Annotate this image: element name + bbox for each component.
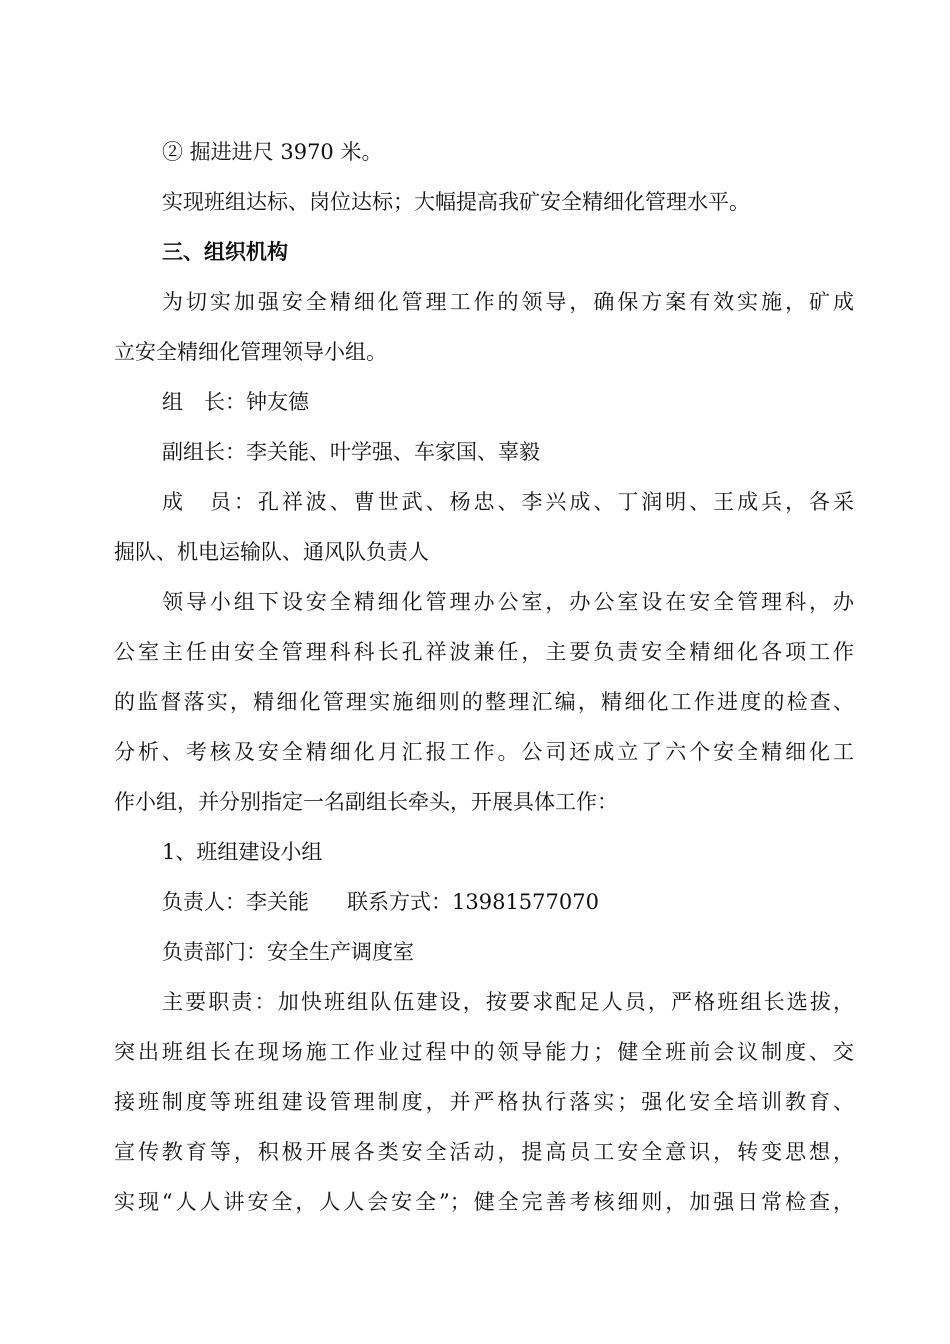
paragraph-line: 为切实加强安全精细化管理工作的领导，确保方案有效实施，矿成 — [162, 290, 854, 314]
duties-line: 宣传教育等，积极开展各类安全活动，提高员工安全意识，转变思想， — [114, 1140, 854, 1164]
responsible-person: 负责人：李关能 — [162, 890, 309, 914]
paragraph-line: 的监督落实，精细化管理实施细则的整理汇编，精细化工作进度的检查、 — [114, 690, 854, 714]
paragraph-line: 公室主任由安全管理科科长孔祥波兼任，主要负责安全精细化各项工作 — [114, 640, 854, 664]
paragraph-progress-line: ② 掘进进尺 3970 米。 — [162, 140, 383, 164]
group-heading: 1、班组建设小组 — [162, 840, 323, 864]
paragraph-line: 作小组，并分别指定一名副组长牵头，开展具体工作： — [114, 790, 618, 814]
duties-line: 接班制度等班组建设管理制度，并严格执行落实；强化安全培训教育、 — [114, 1090, 854, 1114]
duties-line: 突出班组长在现场施工作业过程中的领导能力；健全班前会议制度、交 — [114, 1040, 854, 1064]
members-line-continued: 掘队、机电运输队、通风队负责人 — [114, 540, 429, 564]
contact-info: 联系方式：13981577070 — [347, 890, 599, 914]
responsible-department-line: 负责部门：安全生产调度室 — [162, 940, 414, 964]
duties-line: 主要职责：加快班组队伍建设，按要求配足人员，严格班组长选拔， — [162, 990, 854, 1014]
deputy-leader-line: 副组长：李关能、叶学强、车家国、辜毅 — [162, 440, 540, 464]
members-line: 成 员：孔祥波、曹世武、杨忠、李兴成、丁润明、王成兵，各采 — [162, 490, 854, 514]
section-heading: 三、组织机构 — [162, 240, 288, 264]
leader-line: 组 长：钟友德 — [162, 390, 309, 414]
paragraph-line: 分析、考核及安全精细化月汇报工作。公司还成立了六个安全精细化工 — [114, 740, 854, 764]
duties-line: 实现“人人讲安全，人人会安全”；健全完善考核细则，加强日常检查， — [114, 1190, 854, 1214]
paragraph-goal-line: 实现班组达标、岗位达标；大幅提高我矿安全精细化管理水平。 — [162, 190, 750, 214]
paragraph-line: 领导小组下设安全精细化管理办公室，办公室设在安全管理科，办 — [162, 590, 854, 614]
paragraph-line: 立安全精细化管理领导小组。 — [114, 340, 387, 364]
responsible-person-line — [162, 887, 854, 917]
